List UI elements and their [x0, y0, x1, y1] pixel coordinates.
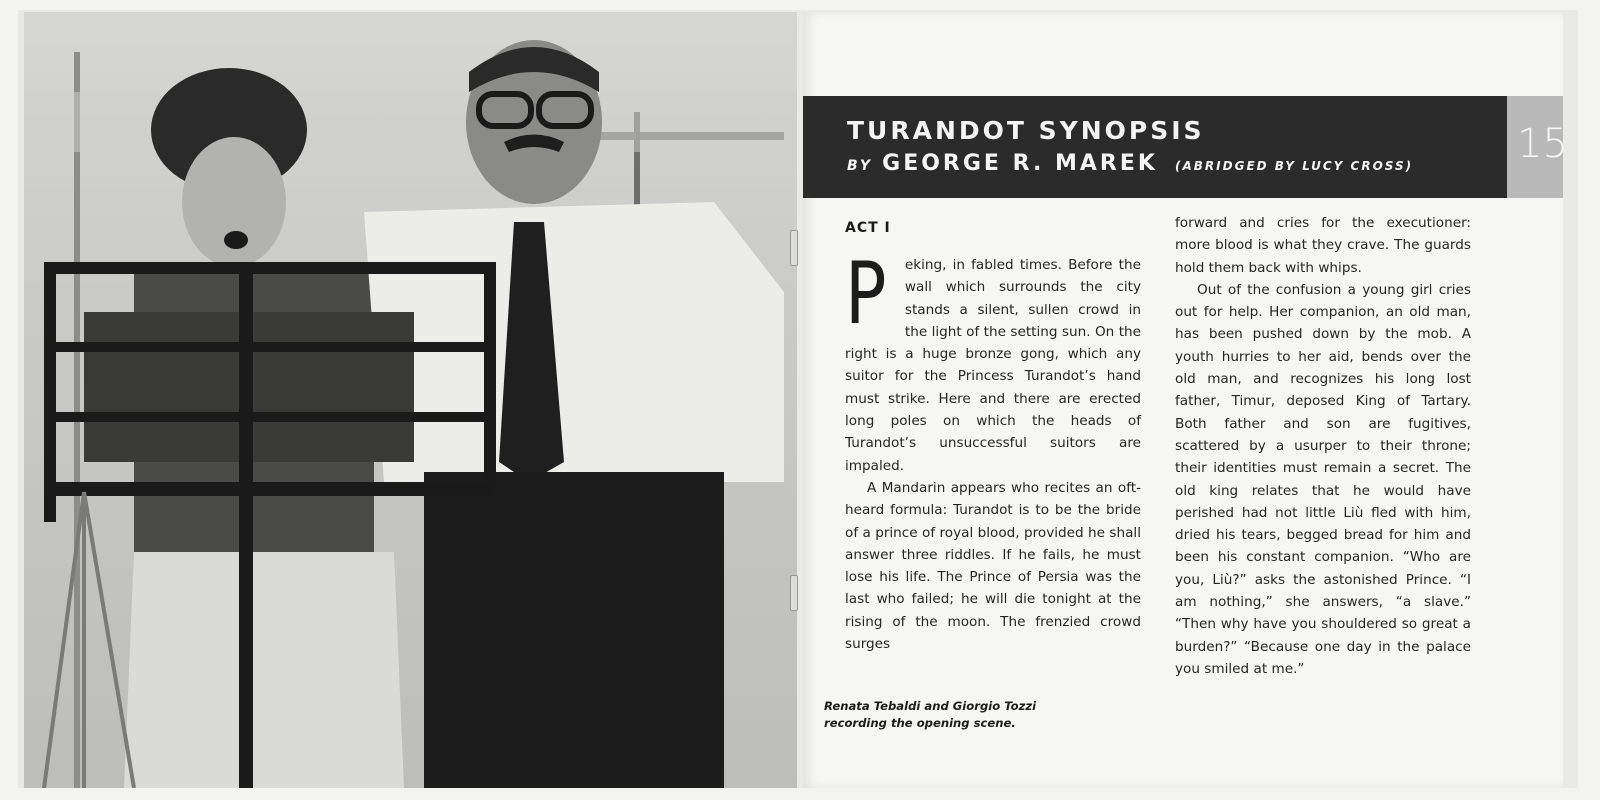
- byline-author: GEORGE R. MAREK: [882, 151, 1158, 176]
- photo-illustration: [24, 12, 797, 788]
- text-page-content: [803, 12, 1568, 788]
- paragraph-2: A Mandarin appears who recites an oft-heard formula: Turandot is to be the bride of a prince of royal blood, provided he shall answer three riddles. If he fails, he must lose his life. The Prince of Persia was the last who failed; he will die tonight at the rising of the moon. The frenzied crowd surges: [845, 479, 1141, 653]
- stand-bar-3: [44, 412, 494, 422]
- paragraph-1: [845, 244, 1141, 477]
- page-number: 15: [1517, 121, 1568, 167]
- sky-band: [24, 92, 797, 152]
- woman-skirt: [124, 552, 404, 788]
- text-column-right: [1175, 212, 1471, 680]
- byline: [847, 153, 1413, 175]
- title-band: [803, 96, 1507, 198]
- stand-right-side: [484, 262, 496, 492]
- paragraph-4: Out of the confusion a young girl cries out for help. Her companion, an old man, has been pushed down by the mob. A youth hurries to her aid, bends over the old man, and recognizes his long lost father, Timur, deposed King of Tartary. Both father and son are fugitives, scattered by a usurper to their throne; their identities must remain a secret. The old king relates that he would have perished had not little Liù fled with him, dried his tears, begged bread for him and been his constant companion. “Who are you, Liù?” asks the astonished Prince. “I am nothing,” she answers, “a slave.” “Then why have you shouldered so great a burden?” “Because one day in the palace you smiled at me.”: [1175, 281, 1471, 677]
- drop-cap: P: [845, 244, 887, 344]
- photo-tebaldi-tozzi: [24, 12, 797, 788]
- background-tripod: [44, 492, 134, 788]
- paragraph-3: forward and cries for the executioner: more blood is what they crave. The guards hold them back with whips.: [1175, 215, 1471, 276]
- byline-abridged: (ABRIDGED BY LUCY CROSS): [1175, 159, 1414, 173]
- staple-top: [790, 230, 798, 266]
- byline-by: BY: [847, 158, 874, 174]
- woman-mouth: [224, 231, 248, 249]
- act-heading: ACT I: [845, 220, 891, 236]
- stand-ledge: [44, 482, 494, 496]
- text-column-left: [845, 244, 1141, 655]
- man-trousers: [424, 472, 724, 788]
- stand-bar-2: [44, 342, 494, 352]
- synopsis-title: TURANDOT SYNOPSIS: [847, 116, 1205, 145]
- paragraph-1-text: eking, in fabled times. Before the wall which surrounds the city stands a silent, sullen crowd in the light of the setting sun. On the right is a huge bronze gong, which any suitor for the Princess Turandot’s hand must strike. Here and there are erected long poles on which the heads of Turandot’s unsuccessful suitors are impaled.: [845, 257, 1141, 474]
- photo-caption: [824, 698, 1084, 732]
- stand-pole: [239, 272, 253, 788]
- caption-line-2: recording the opening scene.: [824, 716, 1016, 730]
- caption-line-1: Renata Tebaldi and Giorgio Tozzi: [824, 699, 1037, 713]
- staple-bottom: [790, 575, 798, 611]
- stand-top-bar: [44, 262, 494, 274]
